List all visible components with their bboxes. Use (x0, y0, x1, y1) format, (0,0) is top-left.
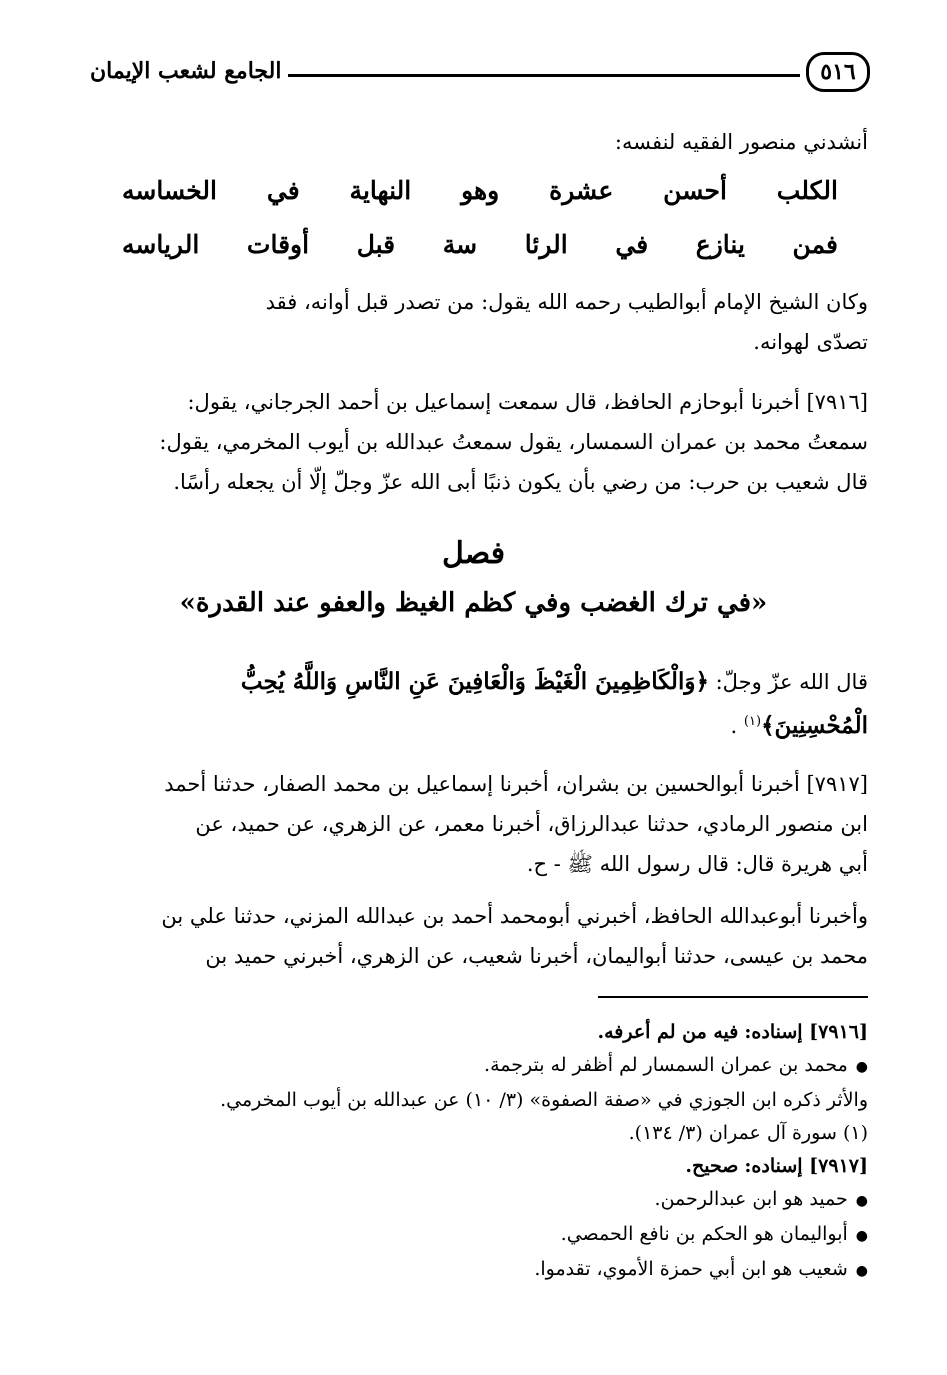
text-line (92, 662, 868, 702)
footnote-7916-head (100, 1016, 868, 1049)
hadith-7917 (92, 764, 868, 884)
footnote-grade: صحيح. (685, 1155, 739, 1177)
verse-line-1: الكلب أحسن عشرة وهو النهاية في الخساسه (122, 176, 838, 205)
hadith-7916 (92, 382, 868, 502)
section-subtitle: «في ترك الغضب وفي كظم الغيظ والعفو عند القدرة» (179, 588, 768, 618)
footnote-quran-ref: (١) سورة آل عمران (٣/ ١٣٤). (628, 1122, 868, 1144)
verse-line-2: فمن ينازع في الرئا سة قبل أوقات الرياسه (122, 230, 838, 259)
footnotes (100, 1016, 868, 1288)
text-line: وأخبرنا أبوعبدالله الحافظ، أخبرني أبومحمد أحمد بن عبدالله المزني، حدثنا علي بن (161, 904, 868, 928)
running-header (90, 48, 870, 102)
poem-intro: أنشدني منصور الفقيه لنفسه: (614, 130, 868, 154)
footnote-grade: فيه من لم أعرفه. (597, 1021, 739, 1043)
book-title: الجامع لشعب الإيمان (90, 58, 282, 84)
footnote-label: [٧٩١٧] إسناده: (744, 1155, 868, 1177)
header-rule (288, 74, 800, 77)
footnote-7917-head (100, 1150, 868, 1183)
page-number: ٥١٦ (806, 52, 870, 92)
text-line: تصدّى لهوانه. (753, 330, 868, 354)
quran-quote (92, 662, 868, 746)
footnote-separator (598, 996, 868, 998)
text-line: سمعتُ محمد بن عمران السمسار، يقول سمعتُ عبدالله بن أيوب المخرمي، يقول: (159, 430, 868, 454)
quran-intro: قال الله عزّ وجلّ: (715, 670, 868, 694)
footnote-ref: (١) (743, 714, 762, 729)
paragraph-abu-tayyib (92, 282, 868, 362)
quran-verse-part2: الْمُحْسِنِينَ﴾ (761, 712, 868, 739)
footnote-bullet: ● محمد بن عمران السمسار لم أظفر له بترجمة. (100, 1049, 868, 1084)
text-line: محمد بن عيسى، حدثنا أبواليمان، أخبرنا شعيب، عن الزهري، أخبرني حميد بن (205, 944, 868, 968)
text-line: [٧٩١٦] أخبرنا أبوحازم الحافظ، قال سمعت إسماعيل بن أحمد الجرجاني، يقول: (187, 390, 868, 414)
text-line (92, 702, 868, 746)
quran-verse-part1: ﴿وَالْكَاظِمِينَ الْغَيْظَ وَالْعَافِينَ عَنِ النَّاسِ وَاللَّهُ يُحِبُّ (240, 668, 709, 695)
footnote-text: والأثر ذكره ابن الجوزي في «صفة الصفوة» (٣/ ١٠) عن عبدالله بن أيوب المخرمي. (220, 1089, 868, 1111)
paragraph-abu-abdullah (92, 896, 868, 976)
footnote-bullet: ● شعيب هو ابن أبي حمزة الأموي، تقدموا. (100, 1253, 868, 1288)
text-line: [٧٩١٧] أخبرنا أبوالحسين بن بشران، أخبرنا إسماعيل بن محمد الصفار، حدثنا أحمد (164, 772, 868, 796)
sentence-end: . (730, 714, 738, 738)
text-line: قال شعيب بن حرب: من رضي بأن يكون ذنبًا أبى الله عزّ وجلّ إلّا أن يجعله رأسًا. (173, 470, 868, 494)
footnote-bullet: ● أبواليمان هو الحكم بن نافع الحمصي. (100, 1218, 868, 1253)
text-line: وكان الشيخ الإمام أبوالطيب رحمه الله يقول: من تصدر قبل أوانه، فقد (265, 290, 868, 314)
text-line: ابن منصور الرمادي، حدثنا عبدالرزاق، أخبرنا معمر، عن الزهري، عن حميد، عن (195, 812, 868, 836)
section-title: فصل (441, 536, 506, 571)
footnote-label: [٧٩١٦] إسناده: (744, 1021, 868, 1043)
footnote-bullet: ● حميد هو ابن عبدالرحمن. (100, 1183, 868, 1218)
text-line: أبي هريرة قال: قال رسول الله ﷺ - ح. (526, 852, 868, 876)
